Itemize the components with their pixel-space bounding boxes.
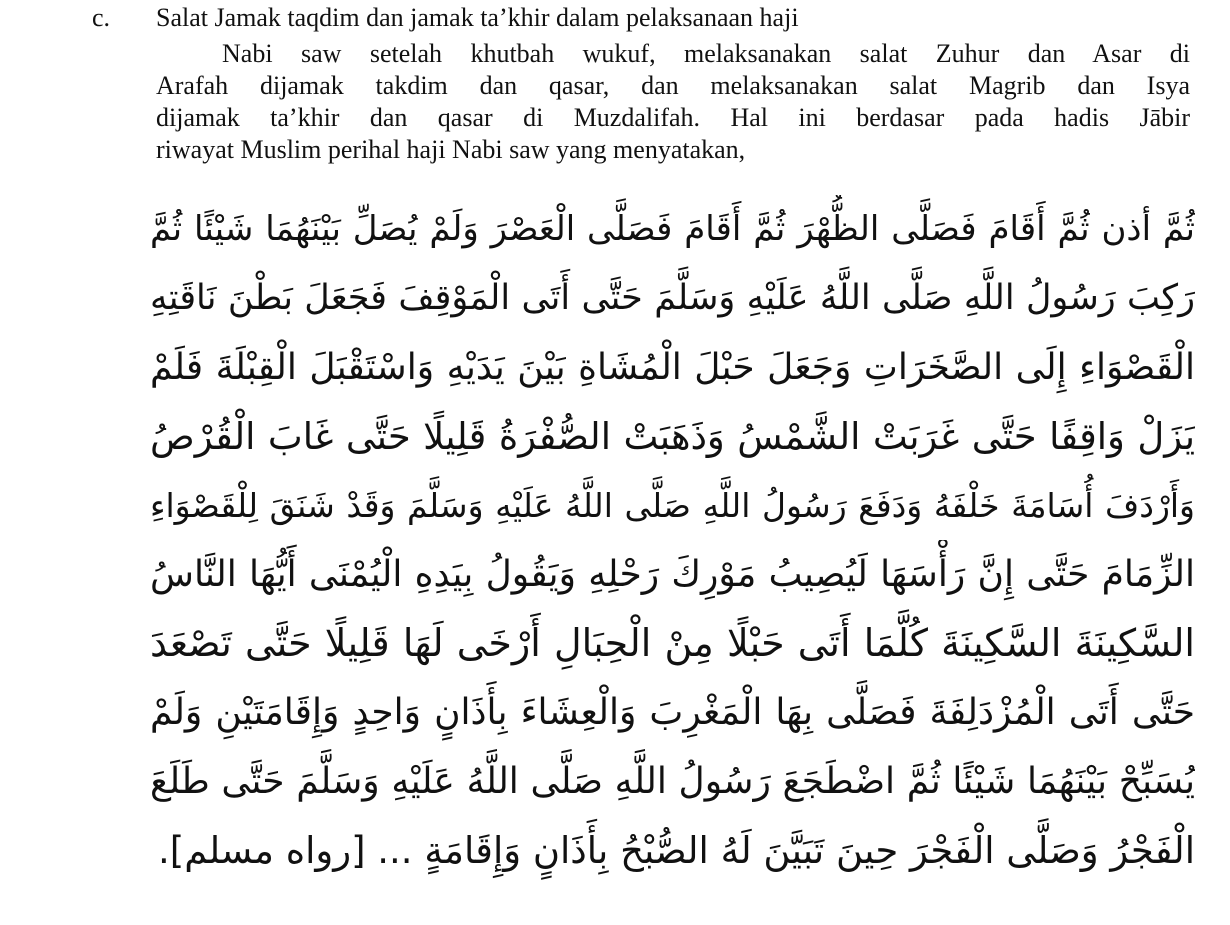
hadith-line: رَكِبَ رَسُولُ اللَّهِ صَلَّى اللَّهُ عَلَيْهِ وَسَلَّمَ حَتَّى أَتَى الْمَوْقِفَ فَجَعَلَ بَطْنَ نَاقَتِهِ [150, 278, 1195, 318]
hadith-line: يَزَلْ وَاقِفًا حَتَّى غَرَبَتْ الشَّمْسُ وَذَهَبَتْ الصُّفْرَةُ قَلِيلًا حَتَّى غَابَ الْقُرْصُ [150, 415, 1195, 458]
hadith-line: الْفَجْرُ وَصَلَّى الْفَجْرَ حِينَ تَبَيَّنَ لَهُ الصُّبْحُ بِأَذَانٍ وَإِقَامَةٍ ... [رواه مسلم]. [158, 829, 1195, 872]
hadith-line: الزِّمَامَ حَتَّى إِنَّ رَأْسَهَا لَيُصِيبُ مَوْرِكَ رَحْلِهِ وَيَقُولُ بِيَدِهِ الْيُمْنَى أَيُّهَا النَّاسُ [150, 554, 1195, 595]
hadith-line: ثُمَّ أذن ثُمَّ أَقَامَ فَصَلَّى الظُّهْرَ ثُمَّ أَقَامَ فَصَلَّى الْعَصْرَ وَلَمْ يُصَلِّ بَيْنَهُمَا شَيْئًا ثُمَّ [150, 209, 1195, 249]
hadith-line: حَتَّى أَتَى الْمُزْدَلِفَةَ فَصَلَّى بِهَا الْمَغْرِبَ وَالْعِشَاءَ بِأَذَانٍ وَاحِدٍ وَإِقَامَتَيْنِ وَلَمْ [150, 692, 1195, 733]
paragraph-line: Nabi saw setelah khutbah wukuf, melaksanakan salat Zuhur dan Asar di [222, 39, 1190, 68]
hadith-line: يُسَبِّحْ بَيْنَهُمَا شَيْئًا ثُمَّ اضْطَجَعَ رَسُولُ اللَّهِ صَلَّى اللَّهُ عَلَيْهِ وَسَلَّمَ حَتَّى طَلَعَ [150, 761, 1195, 802]
hadith-arabic-text [150, 195, 1195, 885]
section-heading [92, 2, 1192, 34]
hadith-line: وَأَرْدَفَ أُسَامَةَ خَلْفَهُ وَدَفَعَ رَسُولُ اللَّهِ صَلَّى اللَّهُ عَلَيْهِ وَسَلَّمَ وَقَدْ شَنَقَ لِلْقَصْوَاءِ [150, 486, 1195, 525]
section-title: Salat Jamak taqdim dan jamak ta’khir dalam pelaksanaan haji [156, 3, 799, 32]
hadith-line: السَّكِينَةَ السَّكِينَةَ كُلَّمَا أَتَى حَبْلًا مِنْ الْحِبَالِ أَرْخَى لَهَا قَلِيلًا حَتَّى تَصْعَدَ [150, 621, 1195, 665]
paragraph-line: riwayat Muslim perihal haji Nabi saw yang menyatakan, [156, 135, 746, 164]
hadith-line: الْقَصْوَاءِ إِلَى الصَّخَرَاتِ وَجَعَلَ حَبْلَ الْمُشَاةِ بَيْنَ يَدَيْهِ وَاسْتَقْبَلَ الْقِبْلَةَ فَلَمْ [150, 347, 1195, 388]
paragraph-line: dijamak ta’khir dan qasar di Muzdalifah. Hal ini berdasar pada hadis Jābir [156, 103, 1190, 132]
body-paragraph [156, 38, 1190, 166]
section-marker: c. [92, 3, 111, 32]
paragraph-line: Arafah dijamak takdim dan qasar, dan melaksanakan salat Magrib dan Isya [156, 71, 1190, 100]
